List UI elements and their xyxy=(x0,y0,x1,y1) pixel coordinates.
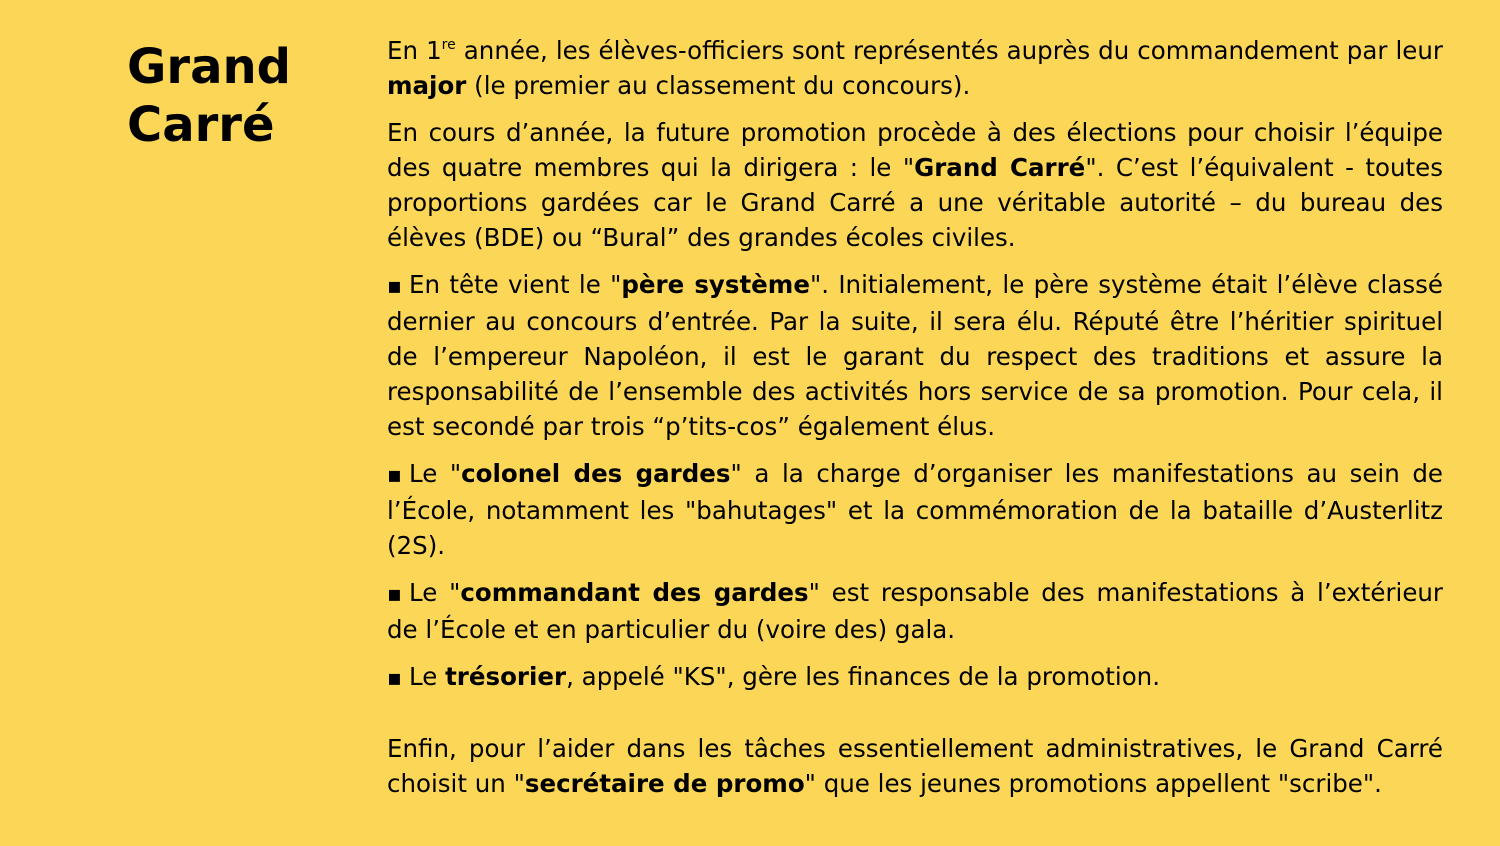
bullet-colonel-des-gardes xyxy=(387,456,1443,563)
text-fragment: ". C’est l’équivalent - toutes proportions gardées car le Grand Carré a une véritable autorité – du bureau des élèves (BDE) ou “Bural” des grandes écoles civiles. xyxy=(387,153,1444,252)
superscript: re xyxy=(441,37,456,53)
text-fragment: " que les jeunes promotions appellent "scribe". xyxy=(804,769,1382,798)
bullet-pere-systeme xyxy=(387,267,1443,444)
text-fragment: (le premier au classement du concours). xyxy=(466,71,971,100)
text-fragment: Le " xyxy=(409,459,462,488)
text-fragment: Le xyxy=(409,662,446,691)
text-fragment: , appelé "KS", gère les finances de la promotion. xyxy=(566,662,1160,691)
text-fragment: En tête vient le " xyxy=(409,270,622,299)
bold-term-grand-carre: Grand Carré xyxy=(914,153,1086,182)
text-fragment: Le " xyxy=(409,578,461,607)
bold-term-colonel: colonel des gardes xyxy=(461,459,731,488)
bold-term-pere-systeme: père système xyxy=(621,270,810,299)
title-line-1: Grand xyxy=(127,39,291,95)
bullet-commandant-des-gardes xyxy=(387,575,1443,647)
bold-term-tresorier: trésorier xyxy=(445,662,567,691)
bold-term-secretaire: secrétaire de promo xyxy=(524,769,805,798)
paragraph-secretaire xyxy=(387,731,1443,801)
text-fragment: " est responsable des manifestations à l’extérieur de l’École et en particulier du (voire des) gala. xyxy=(387,578,1443,644)
text-fragment: En cours d’année, la future promotion procède à des élections pour choisir l’équipe des quatre membres qui la dirigera : le " xyxy=(387,118,1443,182)
slide-title xyxy=(127,38,357,154)
slide-body xyxy=(387,33,1443,813)
paragraph-major xyxy=(387,33,1443,103)
text-fragment: " a la charge d’organiser les manifestations au sein de l’École, notamment les "bahutages" et la commémoration de la bataille d’Austerlitz (2S). xyxy=(387,459,1443,560)
text-fragment: En 1 xyxy=(387,36,442,65)
bold-term-commandant: commandant des gardes xyxy=(460,578,809,607)
title-line-2: Carré xyxy=(127,97,275,153)
bold-term-major: major xyxy=(387,71,467,100)
text-fragment: Enfin, pour l’aider dans les tâches essentiellement administratives, le Grand Carré choisit un " xyxy=(387,734,1443,798)
text-fragment: année, les élèves-officiers sont représentés auprès du commandement par leur xyxy=(455,36,1443,65)
bullet-tresorier xyxy=(387,659,1443,696)
paragraph-grand-carre xyxy=(387,115,1443,255)
text-fragment: ". Initialement, le père système était l’élève classé dernier au concours d’entrée. Par la suite, il sera élu. Réputé être l’héritier spirituel de l’empereur Napoléon, il est le garant du respect des traditions et assure la responsabilité de l’ensemble des activités hors service de sa promotion. Pour cela, il est secondé par trois “p’tits-cos” également élus. xyxy=(387,270,1443,441)
